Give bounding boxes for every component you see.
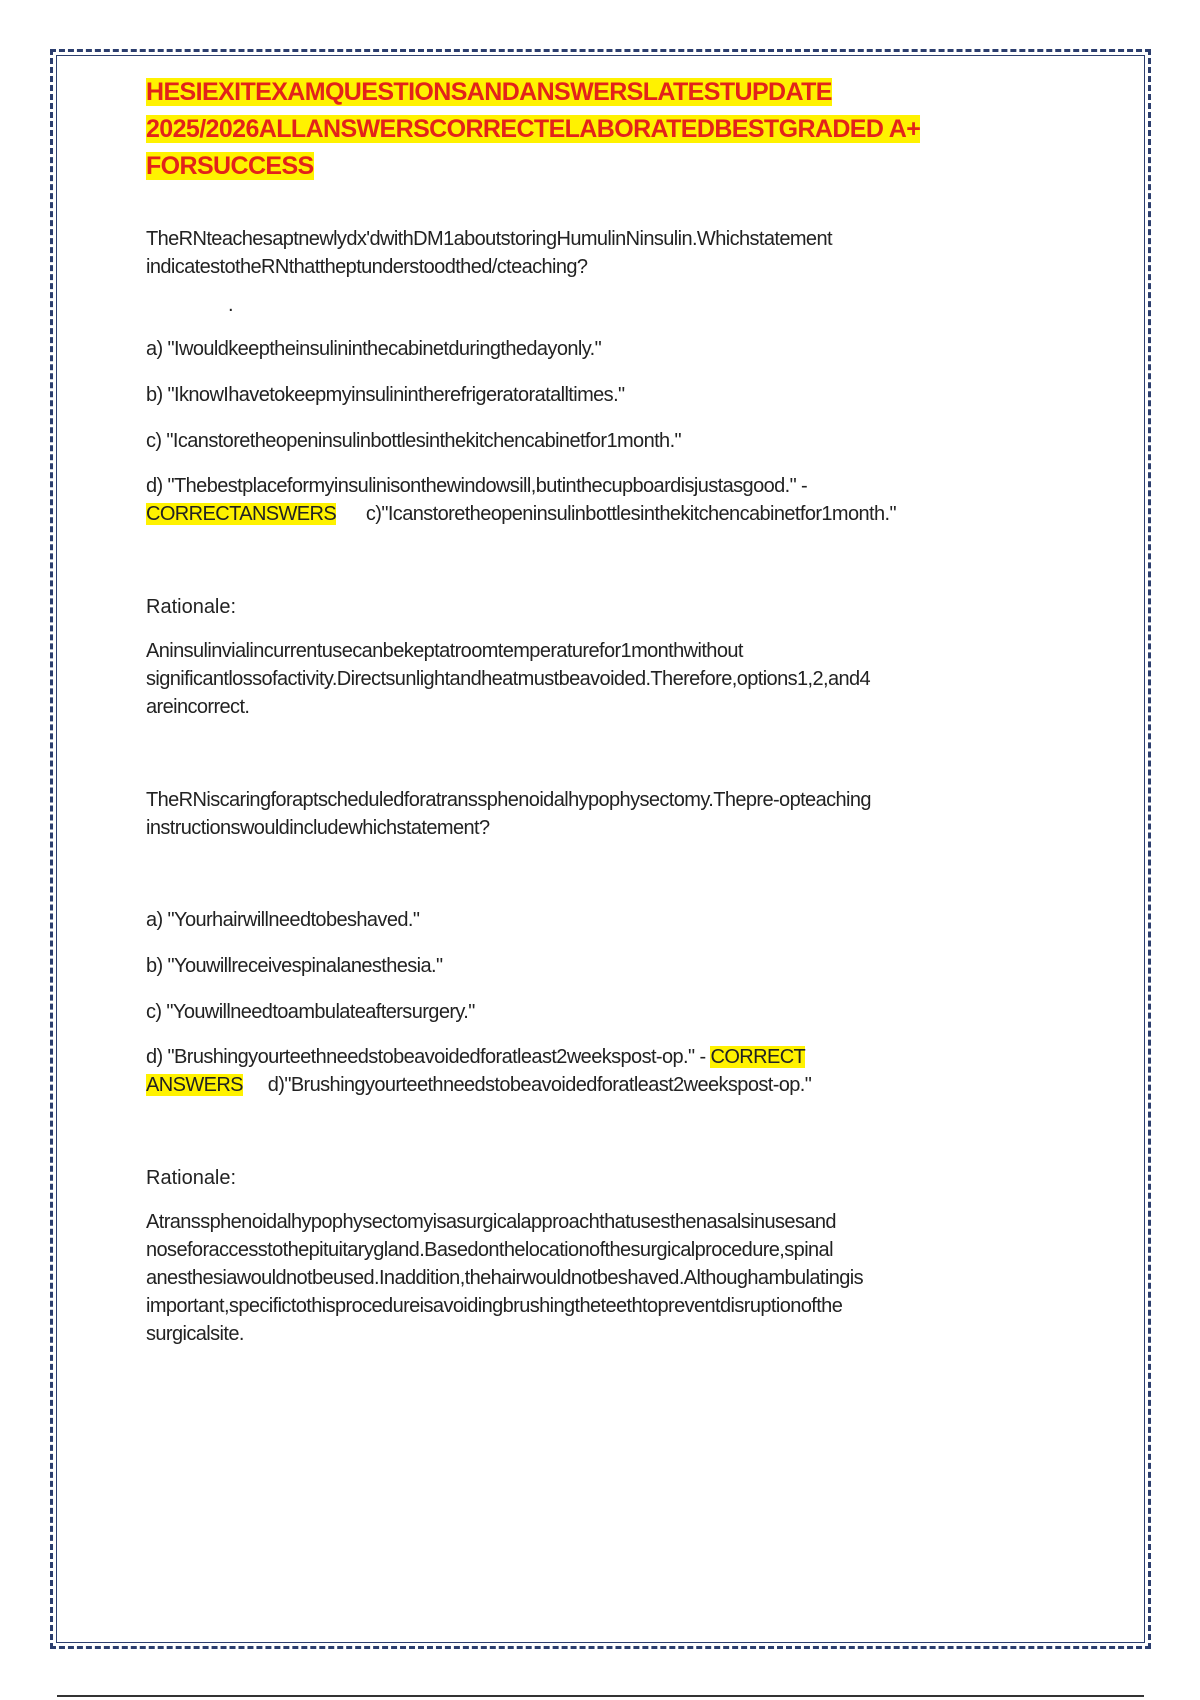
question-1-option-d [146,472,1046,528]
question-2-correct-label-part-1: CORRECT [710,1046,806,1068]
title-line-3: FORSUCCESS [146,152,314,180]
question-1-stem-line-1: TheRNteachesaptnewlydx'dwithDM1aboutstoringHumulinNinsulin.Whichstatement [146,228,832,250]
question-2-rationale-line-4: important,specifictothisprocedureisavoidingbrushingtheteethtopreventdisruptionofthe [146,1295,843,1317]
question-1 [146,225,1046,721]
question-1-rationale-line-2: significantlossofactivity.Directsunlightandheatmustbeavoided.Therefore,options1,2,and4 [146,668,871,690]
question-1-option-d-text: d) "Thebestplaceformyinsulinisonthewindowsill,butinthecupboardisjustasgood." - [146,475,808,497]
question-2-rationale-label: Rationale: [146,1167,237,1189]
question-1-dot: . [228,294,234,316]
question-1-rationale-label: Rationale: [146,596,237,618]
question-2-option-d-text: d) "Brushingyourteethneedstobeavoidedforatleast2weekspost-op." - [146,1046,706,1068]
question-2-rationale-line-5: surgicalsite. [146,1323,244,1345]
question-2-rationale-line-2: noseforaccesstothepituitarygland.Basedonthelocationofthesurgicalprocedure,spinal [146,1239,833,1261]
question-1-rationale [146,637,1046,721]
question-2-stem-line-2: instructionswouldincludewhichstatement? [146,817,490,839]
question-1-answer: c)"Icanstoretheopeninsulinbottlesinthekitchencabinetfor1month." [365,503,896,525]
question-2-stem-line-1: TheRNiscaringforaptscheduledforatranssphenoidalhypophysectomy.Thepre-opteaching [146,789,871,811]
question-2-correct-label-part-2: ANSWERS [146,1074,243,1096]
title-line-2: 2025/2026ALLANSWERSCORRECTELABORATEDBESTGRADED A+ [146,115,921,143]
question-1-option-b: b) "IknowIhavetokeepmyinsulinintherefrigeratoratalltimes." [146,384,625,406]
question-1-rationale-line-1: Aninsulinvialincurrentusecanbekeptatroomtemperaturefor1monthwithout [146,640,743,662]
question-2-option-d [146,1043,1046,1099]
question-1-stem-line-2: indicatestotheRNthattheptunderstoodthed/cteaching? [146,256,588,278]
question-1-rationale-line-3: areincorrect. [146,696,250,718]
document-page [146,74,1046,1348]
question-2-rationale-line-1: Atranssphenoidalhypophysectomyisasurgicalapproachthatusesthenasalsinusesand [146,1211,836,1233]
question-2-rationale-line-3: anesthesiawouldnotbeused.Inaddition,thehairwouldnotbeshaved.Althoughambulatingis [146,1267,864,1289]
footer-rule [57,1695,1144,1697]
question-1-option-a: a) "Iwouldkeeptheinsulininthecabinetduringthedayonly." [146,338,602,360]
question-2-option-a: a) "Yourhairwillneedtobeshaved." [146,909,420,931]
question-2-answer: d)"Brushingyourteethneedstobeavoidedforatleast2weekspost-op." [267,1074,812,1096]
question-2 [146,786,1046,1348]
question-1-option-c: c) "Icanstoretheopeninsulinbottlesinthekitchencabinetfor1month." [146,430,682,452]
question-2-stem [146,786,1046,842]
title-line-1: HESIEXITEXAMQUESTIONSANDANSWERSLATESTUPDATE [146,78,832,106]
question-1-stem [146,225,1046,281]
question-2-option-c: c) "Youwillneedtoambulateaftersurgery." [146,1001,475,1023]
document-title [146,74,1046,185]
question-2-option-b: b) "Youwillreceivespinalanesthesia." [146,955,443,977]
question-2-rationale [146,1208,1046,1348]
question-1-correct-label: CORRECTANSWERS [146,503,337,525]
